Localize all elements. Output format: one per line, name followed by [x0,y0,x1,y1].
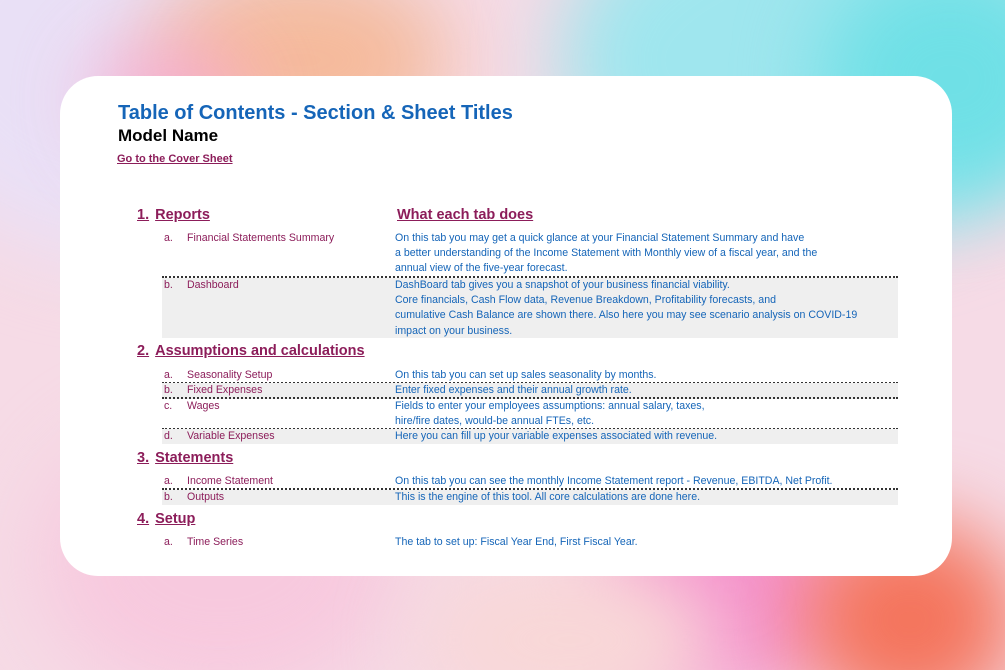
item-letter: b. [164,384,173,396]
section-reports[interactable] [137,207,210,223]
item-letter: a. [164,369,173,381]
section-statements[interactable] [137,450,233,466]
section-number: 3. [137,450,150,466]
toc-row-income-statement[interactable] [162,474,898,490]
item-description: Enter fixed expenses and their annual growth rate. [395,384,632,396]
section-setup[interactable] [137,511,195,527]
toc-row-fixed-expenses[interactable] [162,383,898,399]
item-letter: c. [164,400,173,412]
sheet-link[interactable]: Variable Expenses [187,430,275,442]
item-description: DashBoard tab gives you a snapshot of your business financial viability. Core financials, Cash Flow data, Revenue Breakdown, Profitability forecasts, and cumulative Cash Balance are shown there. Also here you may see scenario analysis on COVID-19 impact on your business. [395,279,858,337]
cover-sheet-link[interactable]: Go to the Cover Sheet [117,153,233,165]
sheet-link[interactable]: Dashboard [187,279,239,291]
toc-row-financial-statements-summary[interactable] [162,231,898,278]
section-title: Reports [155,207,210,223]
sheet-link[interactable]: Wages [187,400,220,412]
item-description: Here you can fill up your variable expenses associated with revenue. [395,430,718,442]
item-letter: b. [164,491,173,503]
sheet-link[interactable]: Outputs [187,491,225,503]
toc-card [60,76,952,576]
item-letter: a. [164,232,173,244]
item-description: On this tab you can see the monthly Income Statement report - Revenue, EBITDA, Net Profit. [395,475,833,487]
sheet-link[interactable]: Seasonality Setup [187,369,273,381]
item-letter: a. [164,536,173,548]
sheet-link[interactable]: Income Statement [187,475,273,487]
section-title: Setup [155,511,196,527]
item-description: This is the engine of this tool. All core calculations are done here. [395,491,701,503]
model-name: Model Name [118,126,219,145]
item-letter: b. [164,279,173,291]
sheet-link[interactable]: Time Series [187,536,244,548]
sheet-link[interactable]: Financial Statements Summary [187,232,335,244]
toc-row-seasonality-setup[interactable] [162,368,898,384]
toc-row-dashboard[interactable] [162,278,898,338]
description-header: What each tab does [397,207,534,223]
item-description: On this tab you can set up sales seasonality by months. [395,369,657,381]
item-description: The tab to set up: Fiscal Year End, First Fiscal Year. [395,536,638,548]
section-number: 1. [137,207,150,223]
section-number: 4. [137,511,150,527]
toc-row-variable-expenses[interactable] [162,429,898,444]
toc-row-wages[interactable] [162,399,898,430]
section-title: Statements [155,450,234,466]
item-description: On this tab you may get a quick glance at your Financial Statement Summary and have a better understanding of the Income Statement with Monthly view of a fiscal year, and the annual view of the five-year forecast. [395,232,818,275]
page-title: Table of Contents - Section & Sheet Titles [118,102,513,124]
toc-row-time-series[interactable] [162,535,898,550]
item-description: Fields to enter your employees assumptions: annual salary, taxes, hire/fire dates, would-be annual FTEs, etc. [395,400,705,428]
item-letter: a. [164,475,173,487]
section-number: 2. [137,343,150,359]
item-letter: d. [164,430,173,442]
section-assumptions[interactable] [137,343,365,359]
toc-row-outputs[interactable] [162,490,898,505]
sheet-link[interactable]: Fixed Expenses [187,384,263,396]
section-title: Assumptions and calculations [155,343,365,359]
